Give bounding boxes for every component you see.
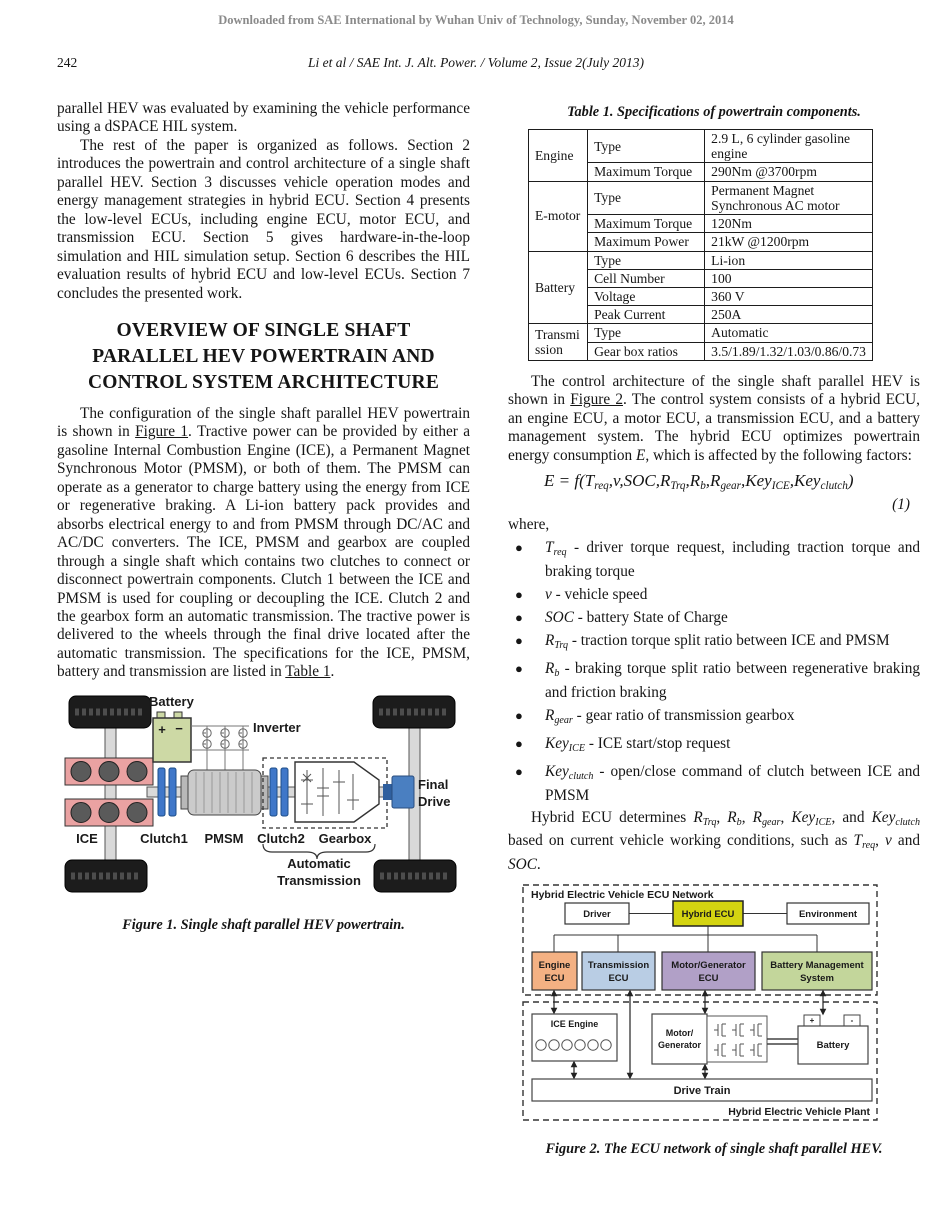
text-segment: and [891, 832, 920, 850]
text-segment: The control architecture of the single shaft parallel HEV is shown in [508, 372, 920, 409]
paragraph-outline: The rest of the paper is organized as follows. Section 2 introduces the powertrain and control architecture of a single shaft parallel HEV. Section 3 discusses vehicle operation modes and energy management strategies in hybrid ECU. Section 4 presents the low-level ECUs, including engine ECU, motor ECU, and transmission ECU. Section 5 gives hardware-in-the-loop simulation and HIL simulation setup. Section 6 describes the HIL evaluation results of hybrid ECU and low-level ECUs. Section 7 concludes the presented work. [57, 136, 470, 302]
text-segment: gear [720, 480, 742, 493]
text-segment: gear [554, 715, 573, 726]
text-segment: R [727, 809, 737, 827]
svg-text:Engine: Engine [538, 960, 571, 972]
label-pmsm: PMSM [204, 830, 244, 846]
text-segment: - traction torque split ratio between ICE and PMSM [568, 632, 890, 650]
table-cell-param: Maximum Torque [588, 163, 705, 181]
list-item [508, 585, 920, 605]
text-segment: req [553, 546, 567, 558]
text-segment: R [545, 707, 555, 725]
list-item [508, 734, 920, 758]
text-segment: T [584, 471, 595, 491]
paragraph-powertrain [57, 405, 470, 682]
running-title: Li et al / SAE Int. J. Alt. Power. / Volume 2, Issue 2(July 2013) [307, 55, 645, 70]
table-cell-group: Engine [529, 130, 588, 182]
symbol-definitions-list [508, 538, 920, 806]
list-item [508, 631, 920, 655]
text-segment: R [545, 659, 555, 677]
table-cell-param: Cell Number [588, 269, 705, 287]
svg-text:ICE Engine: ICE Engine [550, 1019, 599, 1030]
text-segment: , which is affected by the following factors: [645, 446, 912, 464]
left-column [57, 100, 470, 934]
svg-text:Transmission: Transmission [587, 960, 650, 972]
text-segment: , [655, 471, 660, 491]
table-cell-group: E-motor [529, 181, 588, 251]
paragraph-hybrid-ecu [508, 809, 920, 874]
svg-text:Motor/Generator: Motor/Generator [671, 960, 746, 972]
text-segment: E [636, 446, 646, 464]
svg-text:Environment: Environment [798, 909, 858, 921]
label-gearbox: Gearbox [318, 830, 372, 846]
text-segment: - open/close command of clutch between ICE and PMSM [545, 762, 920, 805]
ref-link[interactable]: Table 1 [285, 663, 331, 681]
text-segment: ICE [815, 816, 832, 828]
text-segment: The configuration of the single shaft parallel HEV powertrain is shown in [57, 404, 470, 441]
label-inverter: Inverter [253, 719, 301, 735]
text-segment: f [574, 471, 580, 491]
table-cell-value: 100 [705, 269, 873, 287]
table-cell-value: 290Nm @3700rpm [705, 163, 873, 181]
bullet-icon: ● [515, 708, 523, 724]
table-row [529, 130, 873, 163]
equation-number: (1) [892, 496, 910, 514]
battery-plus-terminal: + [158, 721, 166, 737]
text-segment: - driver torque request, including traction torque and braking torque [545, 538, 920, 581]
ice-engine-plant-box [532, 1014, 617, 1061]
text-segment: Trq [670, 480, 686, 493]
text-segment: E [544, 471, 555, 491]
gearbox-housing [295, 762, 379, 822]
text-segment: Key [545, 762, 569, 780]
text-segment: R [710, 471, 721, 491]
table-cell-param: Type [588, 130, 705, 163]
text-segment: - battery State of Charge [573, 609, 728, 627]
inverter-bridge [191, 726, 249, 770]
table-cell-value: 120Nm [705, 215, 873, 233]
battery-pack [153, 712, 191, 762]
label-battery: Battery [149, 693, 194, 709]
text-segment: SOC [623, 471, 656, 491]
table-cell-value: 250A [705, 306, 873, 324]
text-segment: - ICE start/stop request [585, 735, 731, 752]
text-segment: b [700, 480, 706, 493]
text-segment: gear [762, 816, 781, 828]
label-automatic: Automatic [287, 855, 351, 871]
driver-box [565, 903, 629, 924]
motor-generator-ecu-box [662, 952, 755, 990]
specifications-table [528, 129, 873, 361]
text-segment: b [554, 667, 560, 679]
label-final: Final [418, 776, 449, 792]
text-segment: ) [847, 471, 854, 491]
text-segment: , [741, 471, 746, 491]
bullet-icon: ● [515, 539, 523, 555]
text-segment: v [613, 471, 620, 491]
where-label: where, [508, 516, 550, 534]
wheel-rear-left [65, 860, 147, 892]
text-segment: , and [831, 809, 872, 827]
text-segment: based on current vehicle working conditions, such as [508, 832, 854, 850]
drive-train-box [532, 1079, 872, 1101]
text-segment: . Tractive power can be provided by either a gasoline Internal Combustion Engine (ICE), a Permanent Magnet Synchronous Motor (PMSM), or both of them. The PMSM can operate as a generator to charge battery using the energy from ICE or regenerative braking. A Li-ion battery pack provides and absorbs electrical energy to and from PMSM through DC/AC and AC/DC converters. The ICE, PMSM and gearbox are coupled through a single shaft which contains two clutches to connect or disconnect powertrain components. Clutch 1 between the ICE and PMSM is used for coupling or decoupling the ICE. Clutch 2 and the gearbox form an automatic transmission. The tractive power is delivered to the wheels through the final drive located after the automatic transmission. The specifications for the ICE, PMSM, battery and transmission are listed in [57, 423, 470, 681]
text-segment: , [705, 471, 711, 491]
text-segment: req [594, 480, 609, 493]
text-segment: , [789, 471, 795, 491]
list-item [508, 538, 920, 582]
wheel-front-left [69, 696, 151, 728]
wheel-rear-right [374, 860, 456, 892]
figure2-ecu-network-diagram [508, 882, 920, 1124]
text-segment: , [741, 809, 753, 827]
download-provenance-note: Downloaded from SAE International by Wuhan Univ of Technology, Sunday, November 02, 2014 [218, 13, 734, 27]
svg-text:Battery: Battery [816, 1040, 850, 1052]
label-ice: ICE [76, 830, 98, 846]
text-segment: R [659, 471, 671, 491]
text-segment: T [545, 538, 554, 556]
text-segment: , [619, 471, 624, 491]
text-segment: SOC [545, 609, 574, 627]
text-segment: Key [794, 471, 821, 491]
text-segment: - gear ratio of transmission gearbox [572, 707, 795, 725]
paragraph-control-architecture [508, 373, 920, 465]
svg-text:Hybrid ECU: Hybrid ECU [681, 909, 735, 921]
text-segment: , [608, 471, 614, 491]
text-segment: Key [745, 471, 772, 491]
svg-text:Motor/: Motor/ [665, 1028, 694, 1039]
label-clutch2: Clutch2 [257, 830, 305, 846]
battery-minus-terminal: − [175, 720, 183, 736]
text-segment: R [545, 632, 555, 650]
engine-ecu-box [532, 952, 577, 990]
table-cell-value: 360 V [705, 287, 873, 305]
text-segment: clutch [568, 770, 594, 782]
figure1-caption: Figure 1. Single shaft parallel HEV powertrain. [122, 916, 405, 933]
left-axle [105, 714, 116, 874]
text-segment: ( [579, 471, 585, 491]
pmsm-motor [181, 770, 268, 815]
text-segment: ICE [568, 742, 586, 754]
table-row [529, 324, 873, 342]
table-cell-param: Type [588, 181, 705, 214]
bullet-icon: ● [515, 633, 523, 649]
svg-text:System: System [800, 973, 834, 985]
battery-plus-terminal: + [809, 1016, 815, 1026]
text-segment: R [689, 471, 701, 491]
text-segment: clutch [895, 816, 920, 828]
table-cell-param: Peak Current [588, 306, 705, 324]
text-segment: req [862, 840, 876, 852]
vehicle-plant-label: Hybrid Electric Vehicle Plant [728, 1106, 870, 1119]
text-segment: - braking torque split ratio between regenerative braking and friction braking [545, 659, 920, 702]
text-segment: , [716, 809, 728, 827]
table-cell-param: Gear box ratios [588, 342, 705, 360]
figure2-caption: Figure 2. The ECU network of single shaft parallel HEV. [545, 1141, 883, 1158]
text-segment: , [780, 809, 792, 827]
svg-text:ECU: ECU [608, 973, 629, 985]
text-segment: Trq [702, 816, 717, 828]
text-segment: Trq [554, 639, 568, 651]
text-segment: Key [791, 809, 816, 827]
text-segment: , [875, 832, 886, 850]
svg-text:Driver: Driver [583, 909, 611, 921]
battery-management-system-box [762, 952, 872, 990]
bullet-icon: ● [515, 736, 523, 751]
text-segment: . [536, 855, 541, 873]
list-item [508, 706, 920, 730]
transmission-ecu-box [582, 952, 655, 990]
ref-link[interactable]: Figure 2 [570, 391, 624, 409]
dc-bus-lines [767, 1039, 798, 1044]
bullet-icon: ● [515, 610, 523, 626]
paragraph-continuation: parallel HEV was evaluated by examining the vehicle performance using a dSPACE HIL system. [57, 100, 470, 136]
svg-text:ECU: ECU [698, 973, 719, 985]
text-segment: Key [545, 735, 569, 752]
wheel-front-right [373, 696, 455, 728]
label-transmission: Transmission [277, 872, 361, 888]
table-cell-group: Battery [529, 251, 588, 324]
table-cell-value: Permanent Magnet Synchronous AC motor [705, 181, 873, 214]
svg-text:Generator: Generator [657, 1040, 702, 1051]
table-cell-param: Type [588, 251, 705, 269]
environment-box [787, 903, 869, 924]
table-cell-param: Maximum Torque [588, 215, 705, 233]
table-cell-param: Type [588, 324, 705, 342]
table-cell-value: Automatic [705, 324, 873, 342]
svg-text:Battery Management: Battery Management [770, 960, 864, 972]
text-segment: R [752, 809, 762, 827]
bullet-icon: ● [515, 660, 523, 676]
text-segment: ICE [771, 480, 790, 493]
text-segment: - vehicle speed [551, 586, 648, 604]
motor-generator-plant-box [652, 1014, 707, 1064]
right-column [508, 100, 920, 1158]
table-cell-value: 3.5/1.89/1.32/1.03/0.86/0.73 [705, 342, 873, 360]
text-segment: v [885, 832, 892, 850]
table-row [529, 181, 873, 214]
table-cell-param: Maximum Power [588, 233, 705, 251]
battery-plant-box [798, 1015, 868, 1064]
page-number: 242 [57, 55, 78, 70]
plant-inverter-box [707, 1016, 767, 1062]
table-cell-group: Transmission [529, 324, 588, 360]
text-segment: SOC [508, 855, 537, 873]
text-segment: T [853, 832, 863, 850]
text-segment: v [545, 586, 552, 604]
figure1-powertrain-diagram [57, 688, 470, 900]
table1-caption: Table 1. Specifications of powertrain components. [567, 104, 861, 120]
list-item [508, 659, 920, 703]
text-segment: Key [871, 809, 896, 827]
table-cell-value: 21kW @1200rpm [705, 233, 873, 251]
table-cell-value: 2.9 L, 6 cylinder gasoline engine [705, 130, 873, 163]
list-item [508, 762, 920, 806]
text-segment: clutch [820, 480, 848, 493]
ref-link[interactable]: Figure 1 [135, 423, 189, 441]
text-segment: R [693, 809, 703, 827]
section-heading: OVERVIEW OF SINGLE SHAFT PARALLEL HEV POWERTRAIN AND CONTROL SYSTEM ARCHITECTURE [87, 319, 440, 393]
table-cell-param: Voltage [588, 287, 705, 305]
table-row [529, 251, 873, 269]
ecu-network-label: Hybrid Electric Vehicle ECU Network [531, 889, 714, 902]
hybrid-ecu-box [673, 901, 743, 926]
table-cell-value: Li-ion [705, 251, 873, 269]
equation-1 [544, 471, 920, 492]
text-segment: , [685, 471, 690, 491]
bullet-icon: ● [515, 763, 523, 779]
text-segment: . [330, 663, 335, 681]
text-segment: = [554, 471, 575, 491]
svg-text:ECU: ECU [544, 973, 565, 985]
label-drive: Drive [418, 793, 451, 809]
text-segment: . The control system consists of a hybrid ECU, an engine ECU, a motor ECU, a transmission ECU, and a battery management system. The hybrid ECU optimizes powertrain energy consumption [508, 391, 921, 464]
text-segment: Hybrid ECU determines [531, 809, 694, 827]
list-item [508, 608, 920, 628]
battery-minus-terminal: - [850, 1016, 854, 1026]
svg-text:Drive Train: Drive Train [673, 1085, 731, 1098]
text-segment: b [736, 816, 742, 828]
bullet-icon: ● [515, 587, 523, 603]
label-clutch1: Clutch1 [140, 830, 188, 846]
